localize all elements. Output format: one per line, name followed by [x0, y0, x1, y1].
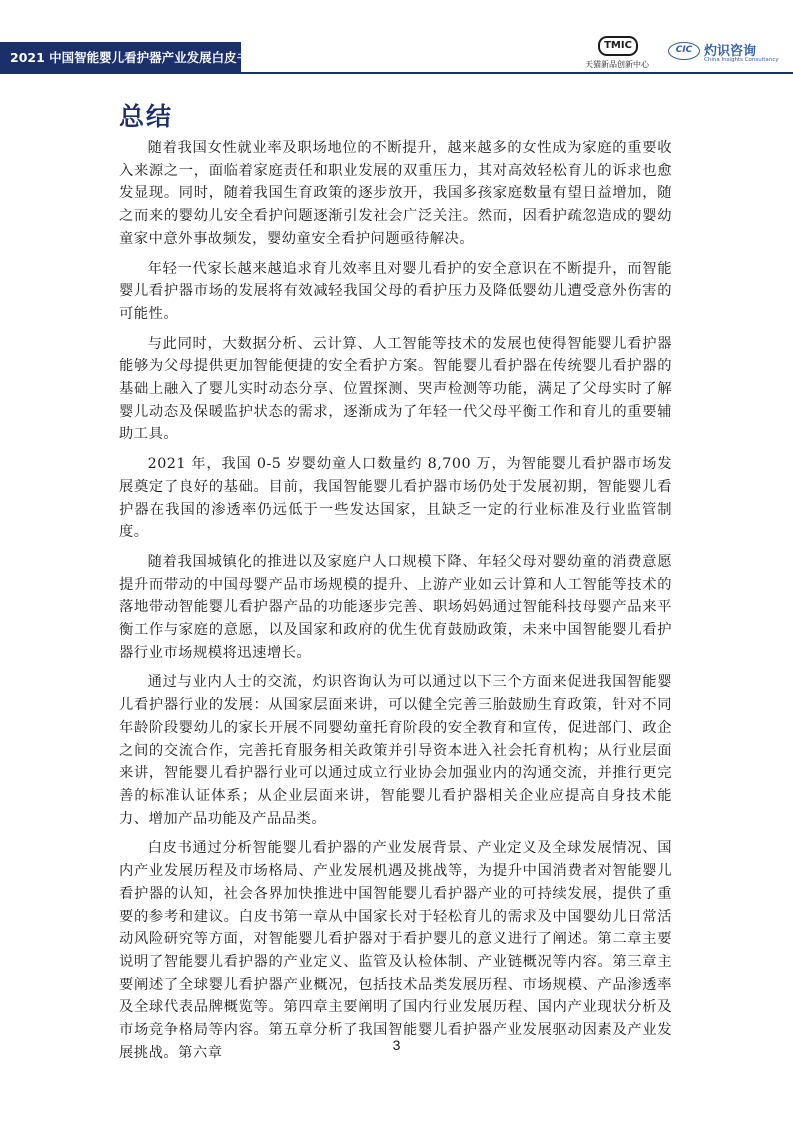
paragraph: 与此同时，大数据分析、云计算、人工智能等技术的发展也使得智能婴儿看护器能够为父母提供更加智能便捷的安全看护方案。智能婴儿看护器在传统婴儿看护器的基础上融入了婴儿实时动态分享、位置探测、哭声检测等功能，满足了父母实时了解婴儿动态及保暖监护状态的需求，逐渐成为了年轻一代父母平衡工作和育儿的重要辅助工具。 — [119, 335, 672, 443]
tmic-logo — [585, 36, 663, 72]
body-text — [119, 137, 672, 1071]
paragraph: 2021 年，我国 0-5 岁婴幼童人口数量约 8,700 万，为智能婴儿看护器市场发展奠定了良好的基础。目前，我国智能婴儿看护器市场仍处于发展初期，智能婴儿看护器在我国的渗透率仍远低于一些发达国家，且缺乏一定的行业标准及行业监管制度。 — [119, 456, 672, 541]
header-divider — [0, 72, 793, 74]
paragraph: 随着我国女性就业率及职场地位的不断提升，越来越多的女性成为家庭的重要收入来源之一，面临着家庭责任和职业发展的双重压力，其对高效轻松育儿的诉求也愈发显现。同时，随着我国生育政策的逐步放开，我国多孩家庭数量有望日益增加，随之而来的婴幼儿安全看护问题逐渐引发社会广泛关注。然而，因看护疏忽造成的婴幼童家中意外事故频发，婴幼童安全看护问题亟待解决。 — [119, 140, 672, 247]
tmic-logo-name: 天猫新品创新中心 — [585, 60, 649, 69]
paragraph: 年轻一代家长越来越追求育儿效率且对婴儿看护的安全意识在不断提升，而智能婴儿看护器市场的发展将有效减轻我国父母的看护压力及降低婴幼儿遭受意外伤害的可能性。 — [119, 260, 672, 322]
tmic-logo-mark: TMIC — [598, 36, 638, 56]
cic-logo-name: 灼识咨询 — [704, 44, 757, 59]
cic-logo-mark: CIC — [668, 42, 700, 60]
cic-logo — [668, 40, 778, 68]
header-bar — [0, 42, 250, 74]
page-number: 3 — [392, 1037, 401, 1053]
cic-logo-english: China Insights Consultancy — [704, 57, 779, 63]
paragraph: 白皮书通过分析智能婴儿看护器的产业发展背景、产业定义及全球发展情况、国内产业发展历程及市场格局、产业发展机遇及挑战等，为提升中国消费者对智能婴儿看护器的认知，社会各界加快推进中国智能婴儿看护器产业的可持续发展，提供了重要的参考和建议。白皮书第一章从中国家长对于轻松育儿的需求及中国婴幼儿日常活动风险研究等方面，对智能婴儿看护器对于看护婴儿的意义进行了阐述。第二章主要说明了智能婴儿看护器的产业定义、监管及认检体制、产业链概况等内容。第三章主要阐述了全球婴儿看护器产业概况，包括技术品类发展历程、市场规模、产品渗透率及全球代表品牌概览等。第四章主要阐明了国内行业发展历程、国内产业现状分析及市场竞争格局等内容。第五章分析了我国智能婴儿看护器产业发展驱动因素及产业发展挑战。第六章 — [119, 840, 672, 1061]
paragraph: 随着我国城镇化的推进以及家庭户人口规模下降、年轻父母对婴幼童的消费意愿提升而带动的中国母婴产品市场规模的提升、上游产业如云计算和人工智能等技术的落地带动智能婴儿看护器产品的功能逐步完善、职场妈妈通过智能科技母婴产品来平衡工作与家庭的意愿，以及国家和政府的优生优育鼓励政策，未来中国智能婴儿看护器行业市场规模将迅速增长。 — [119, 553, 672, 661]
paragraph: 通过与业内人士的交流，灼识咨询认为可以通过以下三个方面来促进我国智能婴儿看护器行业的发展：从国家层面来讲，可以健全完善三胎鼓励生育政策，针对不同年龄阶段婴幼儿的家长开展不同婴幼童托育阶段的安全教育和宣传，促进部门、政企之间的交流合作，完善托育服务相关政策并引导资本进入社会托育机构；从行业层面来讲，智能婴儿看护器行业可以通过成立行业协会加强业内的沟通交流，并推行更完善的标准认证体系；从企业层面来讲，智能婴儿看护器相关企业应提高自身技术能力、增加产品功能及产品品类。 — [119, 674, 672, 827]
header-title: 2021 中国智能婴儿看护器产业发展白皮书 — [10, 50, 250, 65]
section-title: 总结 — [119, 102, 174, 131]
